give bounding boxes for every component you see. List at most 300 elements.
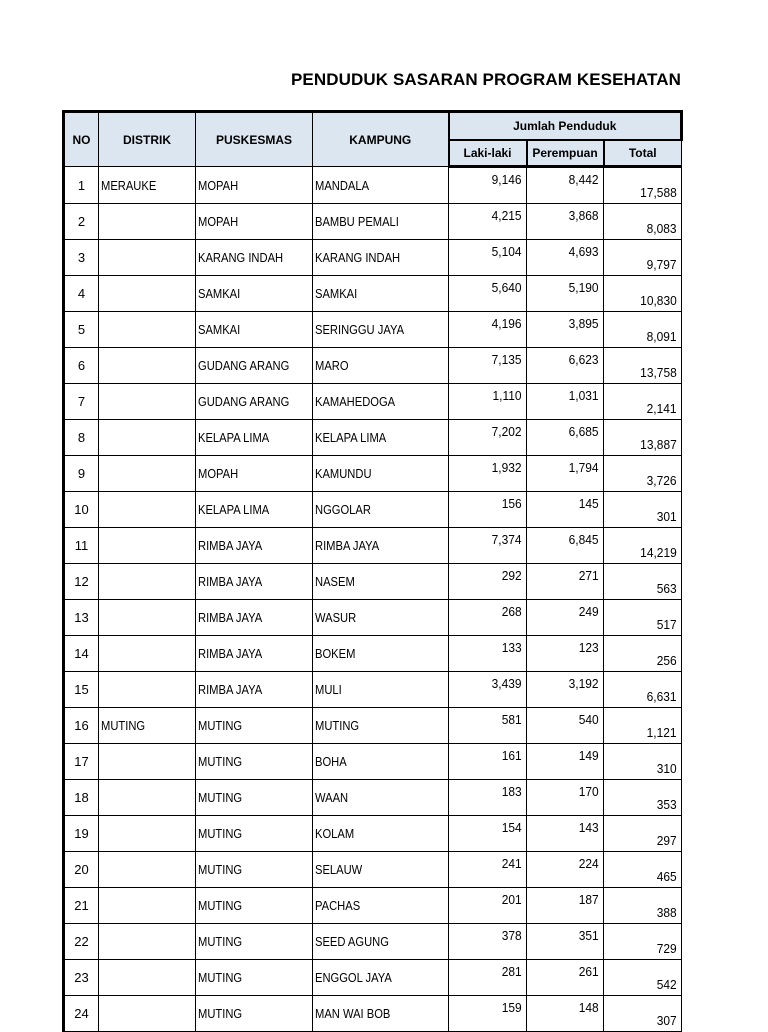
table-row	[64, 240, 682, 276]
row-perempuan-value: 143	[579, 820, 599, 835]
row-perempuan-value: 1,794	[569, 460, 599, 475]
row-no: 8	[64, 420, 99, 456]
row-kampung	[313, 996, 449, 1032]
row-perempuan-value: 3,192	[569, 676, 599, 691]
row-perempuan-value: 1,031	[569, 388, 599, 403]
row-total	[604, 780, 682, 816]
row-puskesmas	[196, 384, 313, 420]
row-kampung	[313, 276, 449, 312]
header-jumlah-penduduk: Jumlah Penduduk	[449, 112, 682, 140]
row-total-value: 10,830	[640, 293, 677, 308]
row-no: 17	[64, 744, 99, 780]
table-row	[64, 384, 682, 420]
row-kampung-value: MUTING	[315, 718, 360, 733]
row-laki-laki	[449, 816, 527, 852]
row-puskesmas-value: SAMKAI	[198, 322, 241, 337]
row-puskesmas	[196, 780, 313, 816]
row-total	[604, 636, 682, 672]
row-distrik	[99, 204, 196, 240]
row-laki-laki-value: 4,215	[492, 208, 522, 223]
row-total	[604, 600, 682, 636]
row-puskesmas	[196, 240, 313, 276]
row-no: 10	[64, 492, 99, 528]
row-laki-laki	[449, 672, 527, 708]
row-laki-laki-value: 378	[502, 928, 522, 943]
row-laki-laki	[449, 888, 527, 924]
row-puskesmas-value: RIMBA JAYA	[198, 538, 263, 553]
row-kampung-value: KARANG INDAH	[315, 250, 401, 265]
row-total-value: 388	[657, 905, 677, 920]
row-total	[604, 996, 682, 1032]
row-no: 11	[64, 528, 99, 564]
row-no: 23	[64, 960, 99, 996]
table-row	[64, 708, 682, 744]
row-laki-laki	[449, 348, 527, 384]
row-perempuan-value: 6,685	[569, 424, 599, 439]
row-distrik	[99, 240, 196, 276]
row-no: 15	[64, 672, 99, 708]
row-kampung-value: WAAN	[315, 790, 349, 805]
row-distrik-value: MUTING	[101, 718, 146, 733]
row-puskesmas-value: SAMKAI	[198, 286, 241, 301]
row-perempuan-value: 224	[579, 856, 599, 871]
row-total-value: 563	[657, 581, 677, 596]
row-puskesmas-value: MUTING	[198, 862, 243, 877]
row-kampung-value: NGGOLAR	[315, 502, 371, 517]
table-row	[64, 492, 682, 528]
row-puskesmas-value: KELAPA LIMA	[198, 430, 270, 445]
row-laki-laki-value: 9,146	[492, 172, 522, 187]
row-kampung	[313, 420, 449, 456]
table-row	[64, 852, 682, 888]
row-laki-laki	[449, 708, 527, 744]
row-kampung-value: MARO	[315, 358, 349, 373]
table-body	[64, 167, 682, 1032]
table-row	[64, 528, 682, 564]
row-no: 21	[64, 888, 99, 924]
row-perempuan	[527, 924, 604, 960]
row-puskesmas-value: MUTING	[198, 934, 243, 949]
row-total-value: 8,083	[647, 221, 677, 236]
row-perempuan	[527, 276, 604, 312]
row-laki-laki	[449, 240, 527, 276]
row-kampung	[313, 960, 449, 996]
row-total	[604, 492, 682, 528]
row-no: 2	[64, 204, 99, 240]
row-perempuan	[527, 996, 604, 1032]
row-total	[604, 312, 682, 348]
row-laki-laki	[449, 852, 527, 888]
row-total-value: 6,631	[647, 689, 677, 704]
row-perempuan	[527, 816, 604, 852]
row-distrik	[99, 672, 196, 708]
table-row	[64, 348, 682, 384]
row-puskesmas-value: MOPAH	[198, 177, 239, 193]
row-total-value: 729	[657, 941, 677, 956]
row-puskesmas	[196, 600, 313, 636]
row-kampung	[313, 636, 449, 672]
table-row	[64, 816, 682, 852]
row-kampung	[313, 348, 449, 384]
table-row	[64, 960, 682, 996]
row-total	[604, 528, 682, 564]
row-distrik	[99, 924, 196, 960]
row-puskesmas-value: MUTING	[198, 754, 243, 769]
row-puskesmas	[196, 167, 313, 204]
row-total	[604, 456, 682, 492]
row-puskesmas	[196, 348, 313, 384]
row-distrik	[99, 780, 196, 816]
row-kampung	[313, 528, 449, 564]
row-laki-laki-value: 5,104	[492, 244, 522, 259]
row-perempuan	[527, 384, 604, 420]
row-perempuan	[527, 600, 604, 636]
row-total-value: 542	[657, 977, 677, 992]
row-perempuan-value: 6,845	[569, 532, 599, 547]
row-kampung	[313, 204, 449, 240]
header-perempuan: Perempuan	[527, 140, 604, 167]
row-perempuan-value: 149	[579, 748, 599, 763]
row-total	[604, 672, 682, 708]
row-total-value: 301	[657, 509, 677, 524]
row-distrik	[99, 167, 196, 204]
header-distrik: DISTRIK	[99, 112, 196, 167]
row-distrik	[99, 816, 196, 852]
row-kampung	[313, 780, 449, 816]
row-kampung-value: NASEM	[315, 574, 355, 589]
row-distrik	[99, 564, 196, 600]
row-total	[604, 167, 682, 204]
table-row	[64, 204, 682, 240]
table-row	[64, 996, 682, 1032]
row-puskesmas	[196, 744, 313, 780]
row-laki-laki	[449, 960, 527, 996]
row-kampung-value: KAMUNDU	[315, 466, 372, 481]
row-perempuan-value: 8,442	[569, 172, 599, 187]
row-laki-laki	[449, 780, 527, 816]
table-row	[64, 888, 682, 924]
row-distrik	[99, 996, 196, 1032]
row-perempuan-value: 249	[579, 604, 599, 619]
row-kampung	[313, 240, 449, 276]
row-kampung-value: BAMBU PEMALI	[315, 214, 399, 229]
row-puskesmas-value: GUDANG ARANG	[198, 358, 290, 373]
row-distrik	[99, 384, 196, 420]
row-puskesmas-value: KELAPA LIMA	[198, 502, 270, 517]
row-no: 22	[64, 924, 99, 960]
table-row	[64, 312, 682, 348]
row-puskesmas-value: RIMBA JAYA	[198, 682, 263, 697]
row-kampung	[313, 744, 449, 780]
row-distrik	[99, 600, 196, 636]
row-laki-laki-value: 183	[502, 784, 522, 799]
row-kampung-value: MANDALA	[315, 177, 370, 193]
row-perempuan	[527, 492, 604, 528]
table-row	[64, 420, 682, 456]
row-laki-laki-value: 268	[502, 604, 522, 619]
row-total-value: 3,726	[647, 473, 677, 488]
row-puskesmas	[196, 204, 313, 240]
row-kampung-value: ENGGOL JAYA	[315, 970, 392, 985]
row-distrik	[99, 852, 196, 888]
header-kampung: KAMPUNG	[313, 112, 449, 167]
table-header	[64, 112, 682, 167]
row-kampung	[313, 852, 449, 888]
row-kampung	[313, 384, 449, 420]
row-total	[604, 708, 682, 744]
row-puskesmas	[196, 888, 313, 924]
row-puskesmas	[196, 528, 313, 564]
row-total	[604, 744, 682, 780]
row-laki-laki	[449, 276, 527, 312]
row-perempuan-value: 6,623	[569, 352, 599, 367]
row-total	[604, 924, 682, 960]
row-distrik-value: MERAUKE	[101, 177, 157, 193]
table-row	[64, 564, 682, 600]
row-perempuan	[527, 420, 604, 456]
row-no: 6	[64, 348, 99, 384]
row-perempuan	[527, 852, 604, 888]
row-kampung	[313, 492, 449, 528]
row-laki-laki	[449, 384, 527, 420]
row-laki-laki-value: 7,135	[492, 352, 522, 367]
row-puskesmas-value: RIMBA JAYA	[198, 574, 263, 589]
row-puskesmas	[196, 960, 313, 996]
row-distrik	[99, 276, 196, 312]
row-no: 24	[64, 996, 99, 1032]
row-laki-laki	[449, 528, 527, 564]
row-perempuan	[527, 636, 604, 672]
header-total: Total	[604, 140, 682, 167]
row-distrik	[99, 492, 196, 528]
row-total-value: 9,797	[647, 257, 677, 272]
row-no: 5	[64, 312, 99, 348]
row-distrik	[99, 312, 196, 348]
table-row	[64, 276, 682, 312]
row-no: 9	[64, 456, 99, 492]
row-perempuan-value: 3,868	[569, 208, 599, 223]
row-kampung	[313, 456, 449, 492]
table-row	[64, 456, 682, 492]
row-laki-laki	[449, 204, 527, 240]
row-kampung-value: KAMAHEDOGA	[315, 394, 396, 409]
row-kampung	[313, 672, 449, 708]
row-perempuan-value: 4,693	[569, 244, 599, 259]
row-total-value: 307	[657, 1013, 677, 1028]
row-laki-laki	[449, 167, 527, 204]
row-total-value: 353	[657, 797, 677, 812]
row-perempuan-value: 3,895	[569, 316, 599, 331]
row-perempuan	[527, 672, 604, 708]
row-laki-laki	[449, 456, 527, 492]
row-perempuan	[527, 960, 604, 996]
row-puskesmas-value: MUTING	[198, 790, 243, 805]
row-distrik	[99, 960, 196, 996]
row-perempuan-value: 148	[579, 1000, 599, 1015]
row-laki-laki-value: 7,374	[492, 532, 522, 547]
table-row	[64, 780, 682, 816]
row-no: 12	[64, 564, 99, 600]
row-kampung	[313, 167, 449, 204]
row-total-value: 256	[657, 653, 677, 668]
row-kampung-value: SELAUW	[315, 862, 363, 877]
row-perempuan	[527, 708, 604, 744]
row-no: 3	[64, 240, 99, 276]
row-kampung-value: BOKEM	[315, 646, 356, 661]
row-puskesmas-value: MOPAH	[198, 214, 239, 229]
row-total	[604, 564, 682, 600]
row-laki-laki	[449, 564, 527, 600]
row-no: 4	[64, 276, 99, 312]
row-laki-laki-value: 154	[502, 820, 522, 835]
row-kampung-value: KELAPA LIMA	[315, 430, 387, 445]
row-total	[604, 240, 682, 276]
row-total-value: 517	[657, 617, 677, 632]
row-puskesmas-value: MUTING	[198, 718, 243, 733]
row-perempuan	[527, 888, 604, 924]
header-puskesmas: PUSKESMAS	[196, 112, 313, 167]
table-row	[64, 744, 682, 780]
row-puskesmas	[196, 672, 313, 708]
row-distrik	[99, 744, 196, 780]
row-kampung	[313, 600, 449, 636]
row-kampung-value: SEED AGUNG	[315, 934, 389, 949]
row-kampung-value: MULI	[315, 682, 342, 697]
row-total-value: 13,758	[640, 365, 677, 380]
row-puskesmas-value: MUTING	[198, 1006, 243, 1021]
row-distrik	[99, 456, 196, 492]
row-total-value: 310	[657, 761, 677, 776]
row-puskesmas	[196, 636, 313, 672]
row-perempuan-value: 351	[579, 928, 599, 943]
row-perempuan-value: 261	[579, 964, 599, 979]
row-distrik	[99, 888, 196, 924]
row-perempuan	[527, 240, 604, 276]
row-kampung	[313, 816, 449, 852]
row-total-value: 1,121	[647, 725, 677, 740]
row-total-value: 297	[657, 833, 677, 848]
row-laki-laki	[449, 600, 527, 636]
row-perempuan	[527, 204, 604, 240]
row-perempuan	[527, 780, 604, 816]
row-laki-laki-value: 156	[502, 496, 522, 511]
row-laki-laki-value: 241	[502, 856, 522, 871]
row-laki-laki-value: 5,640	[492, 280, 522, 295]
row-total	[604, 852, 682, 888]
row-no: 20	[64, 852, 99, 888]
row-puskesmas	[196, 996, 313, 1032]
row-kampung-value: RIMBA JAYA	[315, 538, 380, 553]
row-laki-laki	[449, 636, 527, 672]
row-total	[604, 888, 682, 924]
row-laki-laki-value: 1,110	[492, 388, 522, 403]
table-row	[64, 672, 682, 708]
row-kampung	[313, 924, 449, 960]
row-kampung	[313, 564, 449, 600]
row-no: 14	[64, 636, 99, 672]
row-laki-laki-value: 133	[502, 640, 522, 655]
header-laki-laki: Laki-laki	[449, 140, 527, 167]
row-kampung-value: PACHAS	[315, 898, 361, 913]
row-kampung-value: BOHA	[315, 754, 347, 769]
row-perempuan	[527, 564, 604, 600]
row-laki-laki	[449, 924, 527, 960]
row-puskesmas	[196, 420, 313, 456]
row-puskesmas-value: KARANG INDAH	[198, 250, 284, 265]
row-perempuan-value: 170	[579, 784, 599, 799]
row-total	[604, 960, 682, 996]
row-no: 16	[64, 708, 99, 744]
row-perempuan	[527, 312, 604, 348]
row-perempuan-value: 540	[579, 712, 599, 727]
row-laki-laki	[449, 744, 527, 780]
row-perempuan	[527, 348, 604, 384]
row-kampung	[313, 888, 449, 924]
row-total	[604, 276, 682, 312]
row-laki-laki	[449, 420, 527, 456]
row-laki-laki-value: 281	[502, 964, 522, 979]
row-puskesmas-value: MUTING	[198, 826, 243, 841]
row-puskesmas	[196, 852, 313, 888]
table-row	[64, 636, 682, 672]
row-laki-laki	[449, 312, 527, 348]
row-total-value: 17,588	[640, 185, 677, 200]
row-puskesmas	[196, 456, 313, 492]
row-total-value: 2,141	[647, 401, 677, 416]
row-total	[604, 204, 682, 240]
row-puskesmas-value: MUTING	[198, 898, 243, 913]
row-puskesmas	[196, 924, 313, 960]
row-distrik	[99, 420, 196, 456]
row-puskesmas-value: RIMBA JAYA	[198, 646, 263, 661]
row-total	[604, 420, 682, 456]
row-no: 7	[64, 384, 99, 420]
row-laki-laki-value: 7,202	[492, 424, 522, 439]
row-laki-laki-value: 161	[502, 748, 522, 763]
row-laki-laki-value: 201	[502, 892, 522, 907]
row-kampung-value: KOLAM	[315, 826, 355, 841]
row-distrik	[99, 636, 196, 672]
row-no: 19	[64, 816, 99, 852]
row-kampung-value: WASUR	[315, 610, 357, 625]
row-puskesmas	[196, 564, 313, 600]
row-puskesmas	[196, 708, 313, 744]
row-perempuan	[527, 528, 604, 564]
row-total-value: 14,219	[640, 545, 677, 560]
row-puskesmas	[196, 816, 313, 852]
row-no: 18	[64, 780, 99, 816]
row-no: 1	[64, 167, 99, 204]
row-kampung	[313, 708, 449, 744]
row-laki-laki	[449, 996, 527, 1032]
row-distrik	[99, 708, 196, 744]
population-table	[62, 110, 683, 1032]
row-total	[604, 816, 682, 852]
row-perempuan	[527, 456, 604, 492]
row-puskesmas-value: RIMBA JAYA	[198, 610, 263, 625]
row-perempuan-value: 123	[579, 640, 599, 655]
row-laki-laki-value: 1,932	[492, 460, 522, 475]
row-perempuan-value: 187	[579, 892, 599, 907]
row-total-value: 8,091	[647, 329, 677, 344]
row-puskesmas	[196, 276, 313, 312]
row-no: 13	[64, 600, 99, 636]
row-perempuan	[527, 744, 604, 780]
row-perempuan-value: 145	[579, 496, 599, 511]
row-laki-laki-value: 292	[502, 568, 522, 583]
row-total	[604, 348, 682, 384]
row-puskesmas-value: MOPAH	[198, 466, 239, 481]
